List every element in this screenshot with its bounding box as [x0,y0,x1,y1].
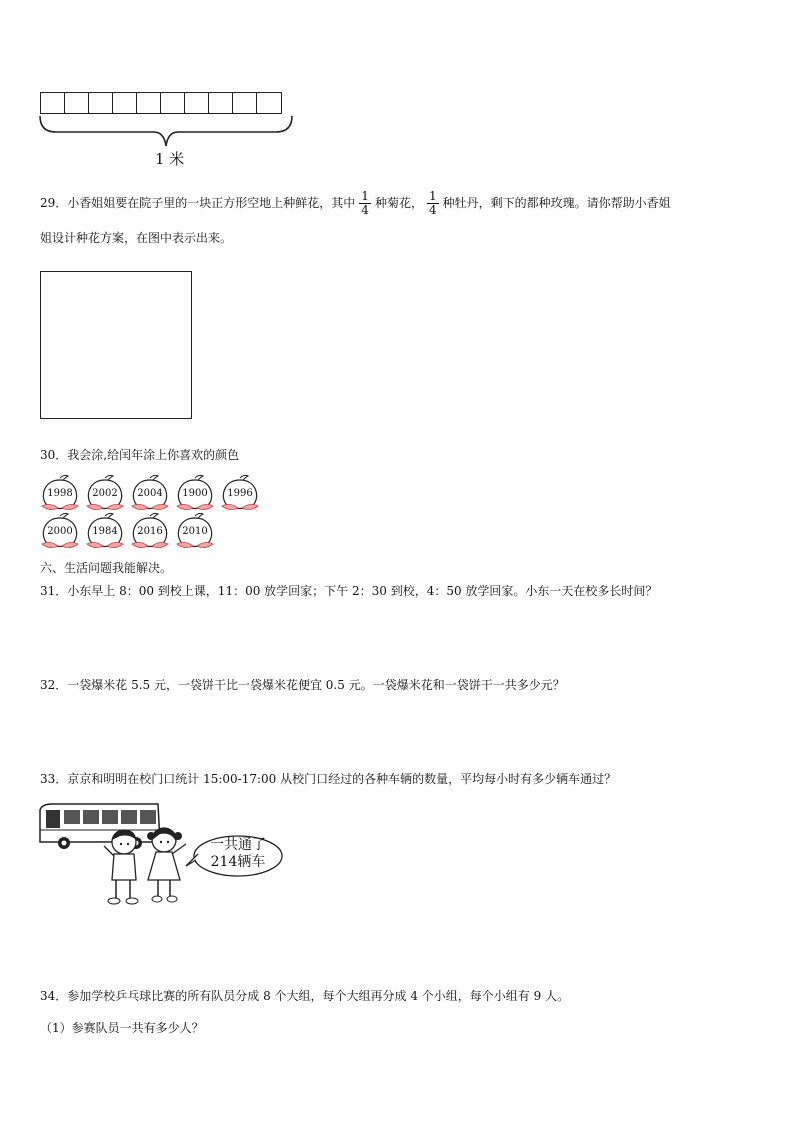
q29-fraction-1 [359,190,371,217]
speech-bubble-line-2: 214辆车 [210,854,266,870]
ruler-label: 1 米 [155,150,185,168]
peach-year-label: 2000 [47,526,73,537]
peach-year-label: 2010 [182,526,208,537]
peach-year-label: 1998 [47,488,73,499]
question-29 [40,190,671,217]
question-31: 31．小东早上 8：00 到校上课，11：00 放学回家；下午 2：30 到校，4：50 放学回家。小东一天在校多长时间？ [40,584,658,598]
q29-line2: 姐设计种花方案，在图中表示出来。 [40,231,233,245]
fraction-denominator: 4 [428,203,437,217]
ruler-cell [137,93,161,113]
ruler-cell [185,93,209,113]
peach-year-item[interactable] [173,512,217,552]
q29-fraction-2 [427,190,439,217]
peach-year-item[interactable] [128,474,172,514]
q29-text-part2: 种菊花， [374,196,423,210]
q29-text-part3: 种牡丹，剩下的都种玫瑰。请你帮助小香姐 [442,196,671,210]
question-34-sub-1: （1）参赛队员一共有多少人？ [40,1021,204,1035]
flower-square-drawing-area[interactable] [40,271,192,419]
ruler-grid [40,92,282,114]
ruler-cell [209,93,233,113]
ruler-cell [233,93,257,113]
peach-year-item[interactable] [38,512,82,552]
peach-year-label: 1984 [92,526,118,537]
ruler-cell [161,93,185,113]
peach-year-label: 1900 [182,488,208,499]
speech-bubble-line-1: 一共通了 [210,837,266,853]
fraction-numerator: 1 [361,189,369,203]
peach-year-item[interactable] [128,512,172,552]
peach-year-item[interactable] [83,474,127,514]
ruler-cell [41,93,65,113]
ruler-cell [89,93,113,113]
children-illustration [102,824,192,912]
peach-year-item[interactable] [38,474,82,514]
peach-year-label: 2016 [137,526,163,537]
peach-year-label: 2002 [92,488,118,499]
question-30: 30．我会涂,给闰年涂上你喜欢的颜色 [40,448,240,462]
peach-year-label: 2004 [137,488,163,499]
ruler-brace [38,114,294,150]
question-33: 33．京京和明明在校门口统计 15:00-17:00 从校门口经过的各种车辆的数量，平均每小时有多少辆车通过？ [40,772,617,786]
question-32: 32．一袋爆米花 5.5 元，一袋饼干比一袋爆米花便宜 0.5 元。一袋爆米花和一袋饼干一共多少元？ [40,678,565,692]
section-6-heading: 六、生活问题我能解决。 [40,561,173,575]
peach-year-label: 1996 [227,488,253,499]
q29-text-part1: 小香姐姐要在院子里的一块正方形空地上种鲜花，其中 [67,196,356,210]
ruler-cell [65,93,89,113]
q29-number: 29． [40,196,68,210]
peach-year-item[interactable] [83,512,127,552]
fraction-denominator: 4 [361,203,369,217]
ruler-cell [257,93,281,113]
fraction-numerator: 1 [428,189,437,203]
ruler-cell [113,93,137,113]
peach-year-item[interactable] [218,474,262,514]
question-34: 34．参加学校乒乓球比赛的所有队员分成 8 个大组，每个大组再分成 4 个小组，每个小组有 9 人。 [40,989,570,1003]
peach-year-item[interactable] [173,474,217,514]
